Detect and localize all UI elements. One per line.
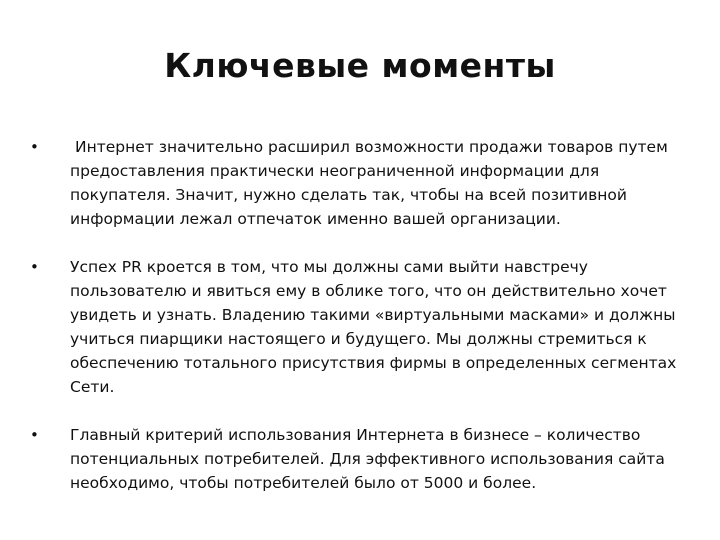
bullet-text: Успех PR кроется в том, что мы должны сами выйти навстречу пользователю и явиться ему в облике того, что он действительно хочет увидеть и узнать. Владению такими «виртуальными масками» и должны учиться пиарщики настоящего и будущего. Мы должны стремиться к обеспечению тотального присутствия фирмы в определенных сегментах Сети. xyxy=(70,258,677,396)
bullet-icon: • xyxy=(30,426,39,444)
bullet-text: Интернет значительно расширил возможности продажи товаров путем предоставления практически неограниченной информации для покупателя. Значит, нужно сделать так, чтобы на всей позитивной информации лежал отпечаток именно вашей организации. xyxy=(70,138,668,228)
bullet-list xyxy=(30,135,690,495)
bullet-item xyxy=(30,135,690,231)
slide-title: Ключевые моменты xyxy=(164,46,556,85)
bullet-item xyxy=(30,423,690,495)
bullet-icon: • xyxy=(30,258,39,276)
bullet-text: Главный критерий использования Интернета в бизнесе – количество потенциальных потребителей. Для эффективного использования сайта необходимо, чтобы потребителей было от 5000 и более. xyxy=(70,426,665,492)
bullet-icon: • xyxy=(30,138,39,156)
bullet-item xyxy=(30,255,690,399)
